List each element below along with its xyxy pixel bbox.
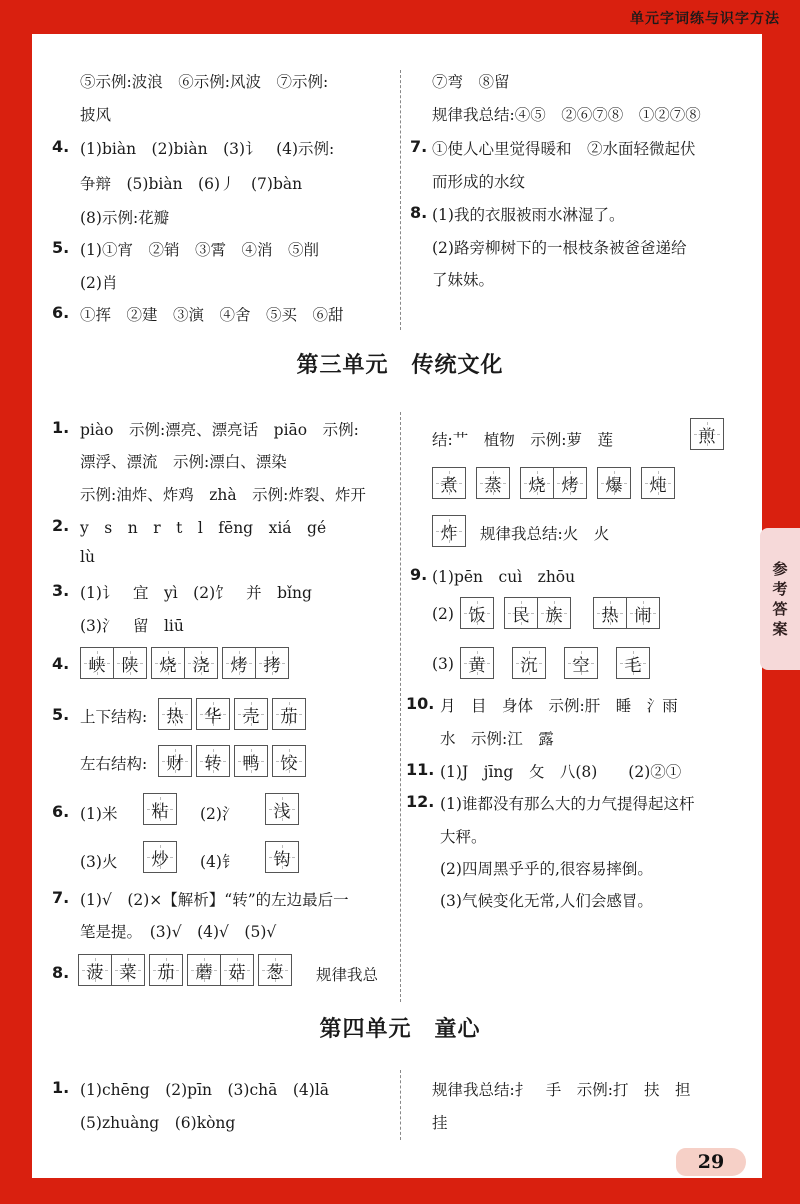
section-title: 第三单元 传统文化 <box>296 353 504 378</box>
char-box <box>80 647 114 679</box>
question-number: 6. <box>52 303 70 322</box>
question-number: 11. <box>406 760 435 779</box>
text-line: 了妹妹。 <box>432 271 495 289</box>
char-box-group <box>593 597 660 629</box>
char-box-group <box>80 647 147 679</box>
char-box <box>564 647 598 679</box>
text-line: 挂 <box>432 1114 448 1132</box>
text-line: ⑦弯 ⑧留 <box>432 73 510 91</box>
text-line: 笔是提。 (3)√ (4)√ (5)√ <box>80 923 277 941</box>
char-box <box>151 647 185 679</box>
question-number: 5. <box>52 705 70 724</box>
char-box-text: 闹 <box>634 605 652 626</box>
char-box-row <box>158 698 306 730</box>
char-box <box>272 698 306 730</box>
text-line: (1)biàn (2)biàn (3)讠 (4)示例: <box>80 140 335 158</box>
char-box <box>111 954 145 986</box>
char-box-text: 蒸 <box>484 475 502 496</box>
char-box <box>187 954 221 986</box>
text-line: ⑤示例:波浪 ⑥示例:风波 ⑦示例: <box>80 73 329 91</box>
char-box <box>432 467 466 499</box>
char-box <box>143 793 177 825</box>
question-number: 8. <box>410 203 428 222</box>
text-line: (2)氵 <box>200 805 238 823</box>
char-box-group <box>222 647 289 679</box>
text-line: (3) <box>432 655 454 673</box>
char-box-group <box>151 647 218 679</box>
text-line: (1)√ (2)×【解析】“转”的左边最后一 <box>80 891 349 909</box>
char-box-text: 饭 <box>468 605 486 626</box>
char-box-text: 浇 <box>192 655 210 676</box>
char-box-row <box>265 793 299 825</box>
question-number: 7. <box>52 888 70 907</box>
text-line: ①挥 ②建 ③演 ④舍 ⑤买 ⑥甜 <box>80 306 344 324</box>
char-box <box>196 745 230 777</box>
text-line: (8)示例:花瓣 <box>80 209 170 227</box>
text-line: (2)路旁柳树下的一根枝条被爸爸递给 <box>432 239 687 257</box>
text-line: 结:艹 植物 示例:萝 莲 <box>432 431 613 449</box>
text-line: 规律我总结:火 火 <box>480 525 610 543</box>
char-box-group <box>149 954 183 986</box>
char-box-text: 壳 <box>242 706 260 727</box>
char-box-text: 峡 <box>88 655 106 676</box>
column-divider <box>400 412 401 1002</box>
text-line: (3)氵 留 liū <box>80 617 184 635</box>
char-box-text: 族 <box>545 605 563 626</box>
text-line: (1)米 <box>80 805 118 823</box>
char-box-row <box>265 841 299 873</box>
char-box <box>78 954 112 986</box>
char-box-text: 茄 <box>280 706 298 727</box>
char-box-group <box>520 467 587 499</box>
text-line: y s n r t l fēng xiá gé <box>80 519 327 537</box>
side-tab-char: 案 <box>772 620 788 638</box>
char-box-text: 爆 <box>605 475 623 496</box>
char-box-text: 热 <box>166 706 184 727</box>
char-box-group <box>187 954 254 986</box>
question-number: 8. <box>52 963 70 982</box>
char-box <box>220 954 254 986</box>
char-box <box>258 954 292 986</box>
char-box <box>476 467 510 499</box>
char-box <box>184 647 218 679</box>
char-box-text: 陕 <box>121 655 139 676</box>
text-line: 规律我总结:④⑤ ②⑥⑦⑧ ①②⑦⑧ <box>432 106 701 124</box>
text-line: (1)pēn cuì zhōu <box>432 568 576 586</box>
question-number: 10. <box>406 694 435 713</box>
char-box <box>158 745 192 777</box>
char-box-row <box>690 418 724 450</box>
text-line: (2) <box>432 605 454 623</box>
question-number: 4. <box>52 137 70 156</box>
char-box <box>593 597 627 629</box>
char-box-row <box>143 793 177 825</box>
char-box <box>234 745 268 777</box>
char-box <box>113 647 147 679</box>
char-box <box>626 597 660 629</box>
char-box-text: 蘑 <box>195 962 213 983</box>
char-box-text: 钩 <box>273 849 291 870</box>
char-box <box>272 745 306 777</box>
char-box-text: 煎 <box>698 426 716 447</box>
question-number: 5. <box>52 238 70 257</box>
text-line: 而形成的水纹 <box>432 173 526 191</box>
char-box-row <box>460 647 650 679</box>
char-box-text: 民 <box>512 605 530 626</box>
question-number: 1. <box>52 1078 70 1097</box>
text-line: (2)肖 <box>80 274 118 292</box>
text-line: (5)zhuàng (6)kòng <box>80 1114 236 1132</box>
char-box-text: 炸 <box>440 523 458 544</box>
char-box-text: 煮 <box>440 475 458 496</box>
text-line: (3)气候变化无常,人们会感冒。 <box>440 892 653 910</box>
char-box-row <box>158 745 306 777</box>
char-box-row <box>432 467 675 499</box>
char-box <box>520 467 554 499</box>
text-line: 月 目 身体 示例:肝 睡 氵雨 <box>440 697 678 715</box>
text-line: (2)四周黑乎乎的,很容易摔倒。 <box>440 860 653 878</box>
char-box-text: 炒 <box>151 849 169 870</box>
char-box-text: 拷 <box>263 655 281 676</box>
text-line: (1)谁都没有那么大的力气提得起这杆 <box>440 795 695 813</box>
char-box <box>149 954 183 986</box>
char-box-row <box>78 954 292 986</box>
question-number: 3. <box>52 581 70 600</box>
char-box <box>616 647 650 679</box>
structure-label: 上下结构: <box>80 708 148 726</box>
text-line: (1)讠 宜 yì (2)饣 并 bǐng <box>80 584 312 602</box>
text-line: 水 示例:江 露 <box>440 730 554 748</box>
char-box-text: 茄 <box>157 962 175 983</box>
text-line: 漂浮、漂流 示例:漂白、漂染 <box>80 453 287 471</box>
char-box-group <box>78 954 145 986</box>
question-number: 1. <box>52 418 70 437</box>
text-line: (1)①宵 ②销 ③霄 ④消 ⑤削 <box>80 241 319 259</box>
char-box-text: 华 <box>204 706 222 727</box>
text-line: lù <box>80 548 95 566</box>
column-divider <box>400 70 401 330</box>
text-line: (1)我的衣服被雨水淋湿了。 <box>432 206 625 224</box>
char-box-text: 烧 <box>528 475 546 496</box>
char-box-text: 烤 <box>230 655 248 676</box>
char-box <box>196 698 230 730</box>
question-number: 7. <box>410 137 428 156</box>
char-box <box>460 597 494 629</box>
question-number: 6. <box>52 802 70 821</box>
text-line: 示例:油炸、炸鸡 zhà 示例:炸裂、炸开 <box>80 486 366 504</box>
char-box <box>265 841 299 873</box>
char-box-text: 黄 <box>468 655 486 676</box>
text-line: 规律我总结:扌 手 示例:打 扶 担 <box>432 1081 691 1099</box>
structure-label: 左右结构: <box>80 755 148 773</box>
text-line: 大秤。 <box>440 828 487 846</box>
side-tab-char: 参 <box>772 560 788 578</box>
text-line: 争辩 (5)biàn (6)丿 (7)bàn <box>80 175 303 193</box>
char-box <box>597 467 631 499</box>
char-box <box>143 841 177 873</box>
section-title: 第四单元 童心 <box>319 1017 481 1042</box>
char-box-text: 热 <box>601 605 619 626</box>
char-box <box>158 698 192 730</box>
char-box <box>222 647 256 679</box>
char-box-text: 菜 <box>119 962 137 983</box>
char-box <box>553 467 587 499</box>
char-box-row <box>143 841 177 873</box>
question-number: 4. <box>52 654 70 673</box>
text-line: (1)chēng (2)pīn (3)chā (4)lā <box>80 1081 330 1099</box>
char-box <box>512 647 546 679</box>
running-header: 单元字词练与识字方法 <box>630 11 780 27</box>
char-box <box>460 647 494 679</box>
char-box-group <box>258 954 292 986</box>
text-line: 披风 <box>80 106 112 124</box>
char-box <box>265 793 299 825</box>
char-box-text: 菠 <box>86 962 104 983</box>
char-box <box>432 515 466 547</box>
char-box-text: 粘 <box>151 801 169 822</box>
char-box-group <box>504 597 571 629</box>
char-box-row <box>80 647 289 679</box>
char-box-text: 鸭 <box>242 753 260 774</box>
text-line: (3)火 <box>80 853 118 871</box>
char-box-row <box>460 597 660 629</box>
side-tab-char: 答 <box>772 600 788 618</box>
char-box-text: 烤 <box>561 475 579 496</box>
text-line: 规律我总 <box>316 966 379 984</box>
text-line: (4)钅 <box>200 853 238 871</box>
question-number: 12. <box>406 792 435 811</box>
char-box <box>255 647 289 679</box>
char-box-text: 烧 <box>159 655 177 676</box>
question-number: 9. <box>410 565 428 584</box>
char-box-text: 财 <box>166 753 184 774</box>
char-box-row <box>432 515 466 547</box>
char-box <box>504 597 538 629</box>
char-box-text: 菇 <box>228 962 246 983</box>
text-line: (1)J jīng 攵 八(8) (2)②① <box>440 763 682 781</box>
text-line: ①使人心里觉得暖和 ②水面轻微起伏 <box>432 140 696 158</box>
char-box-text: 浅 <box>273 801 291 822</box>
char-box <box>537 597 571 629</box>
char-box-text: 沉 <box>520 655 538 676</box>
text-line: piào 示例:漂亮、漂亮话 piāo 示例: <box>80 421 359 439</box>
side-tab <box>760 528 800 670</box>
char-box-text: 毛 <box>624 655 642 676</box>
question-number: 2. <box>52 516 70 535</box>
char-box <box>641 467 675 499</box>
char-box <box>690 418 724 450</box>
char-box-text: 转 <box>204 753 222 774</box>
char-box-text: 饺 <box>280 753 298 774</box>
char-box <box>234 698 268 730</box>
char-box-text: 葱 <box>266 962 284 983</box>
column-divider <box>400 1070 401 1140</box>
side-tab-char: 考 <box>772 580 788 598</box>
char-box-text: 空 <box>572 655 590 676</box>
page-number: 29 <box>676 1148 746 1176</box>
char-box-text: 炖 <box>649 475 667 496</box>
